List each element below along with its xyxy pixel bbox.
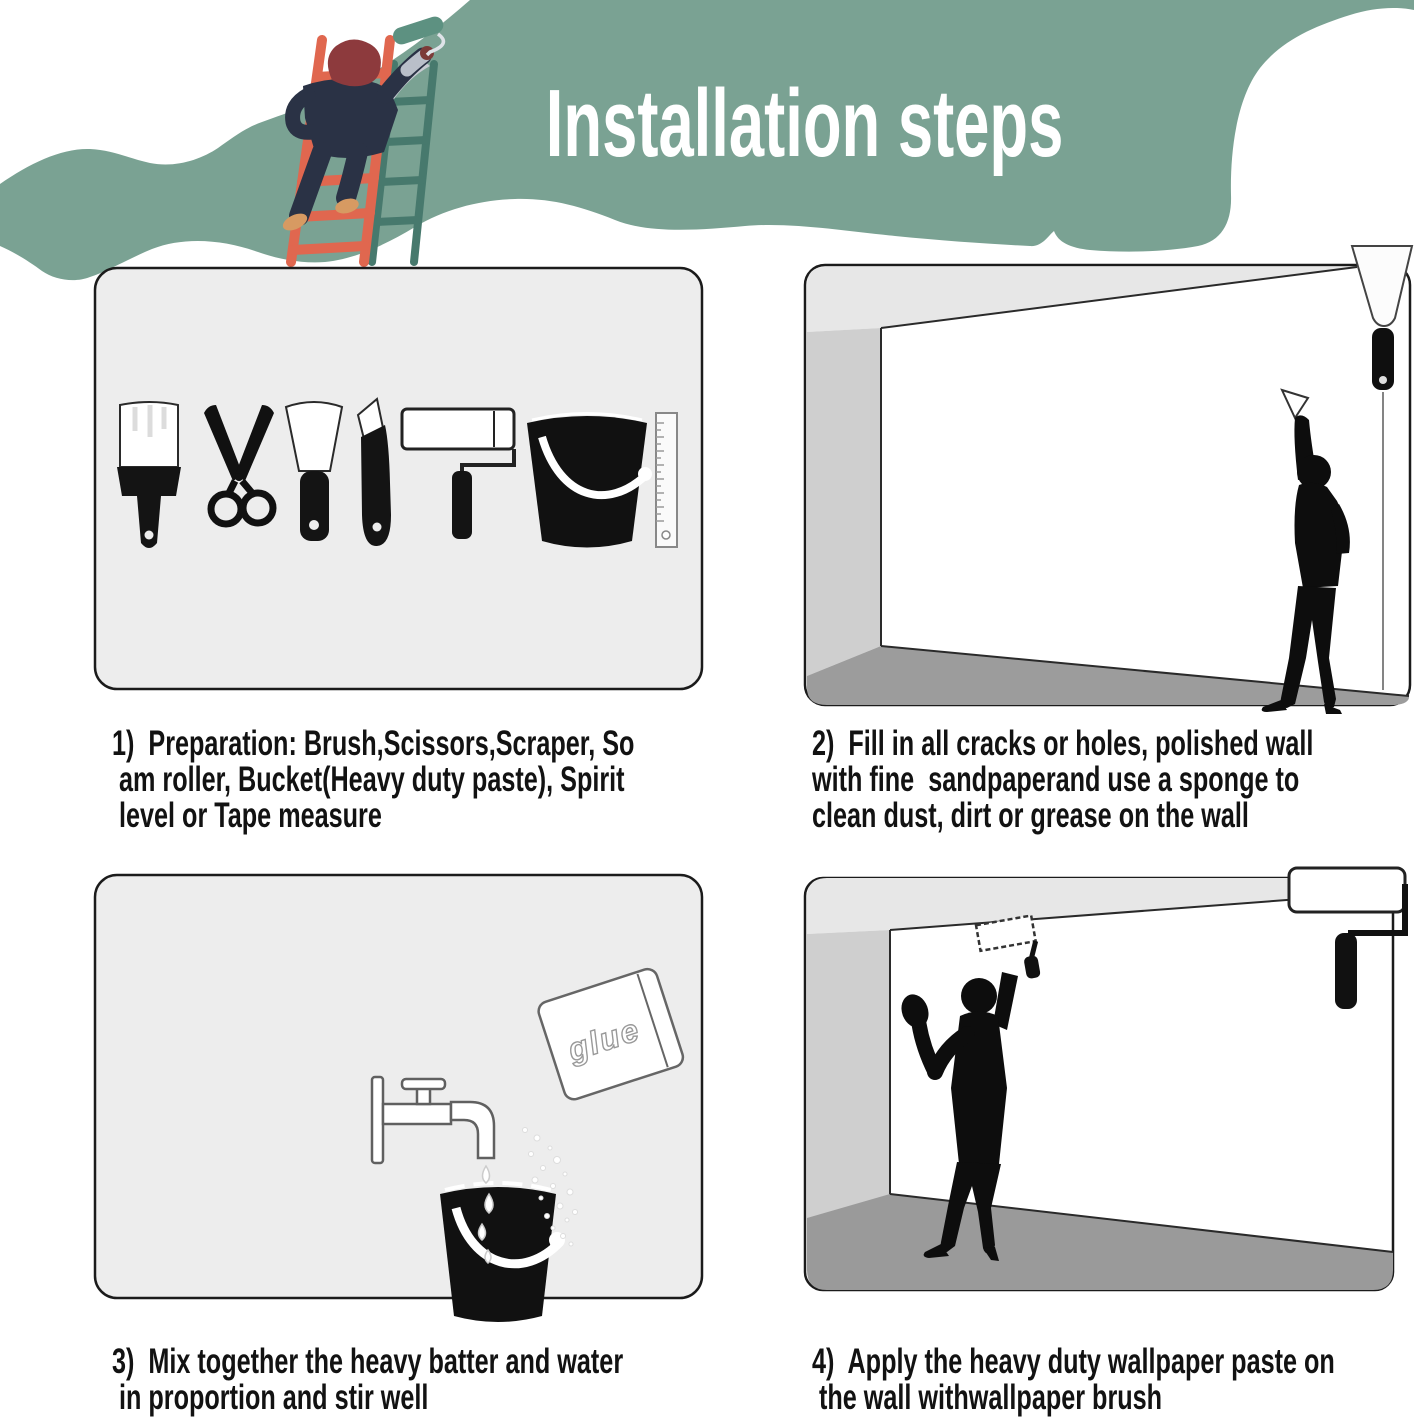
- caption-line: 3) Mix together the heavy batter and water: [112, 1342, 624, 1381]
- glue-bag-label: glue: [563, 1011, 645, 1069]
- caption-line: in proportion and stir well: [112, 1378, 429, 1417]
- caption-line: the wall withwallpaper brush: [812, 1378, 1163, 1417]
- room-left-wall: [807, 328, 881, 676]
- caption-line: am roller, Bucket(Heavy duty paste), Spirit: [112, 760, 625, 799]
- mixing-bucket-icon: [440, 1183, 565, 1322]
- step-1-panel: [90, 263, 707, 695]
- step-1-caption: [112, 726, 688, 834]
- painter-right-leg: [346, 152, 358, 198]
- caption-line: 2) Fill in all cracks or holes, polished wall: [812, 724, 1314, 763]
- bucket-icon: [527, 414, 652, 548]
- step-2-panel: [795, 238, 1414, 725]
- caption-line: clean dust, dirt or grease on the wall: [812, 796, 1249, 835]
- caption-line: with fine sandpaperand use a sponge to: [812, 760, 1300, 799]
- room-left-wall: [807, 930, 890, 1220]
- ruler-icon: [656, 413, 677, 547]
- page-title: Installation steps: [545, 70, 1064, 177]
- step-2-caption: [812, 726, 1388, 834]
- step-3-caption: [112, 1344, 688, 1416]
- caption-line: 1) Preparation: Brush,Scissors,Scraper, So: [112, 724, 635, 763]
- step-4-panel: [795, 856, 1414, 1330]
- caption-line: level or Tape measure: [112, 796, 382, 835]
- step-3-panel: [90, 868, 707, 1338]
- painter-hair: [328, 39, 381, 86]
- caption-line: 4) Apply the heavy duty wallpaper paste on: [812, 1342, 1335, 1381]
- step-4-caption: [812, 1344, 1388, 1416]
